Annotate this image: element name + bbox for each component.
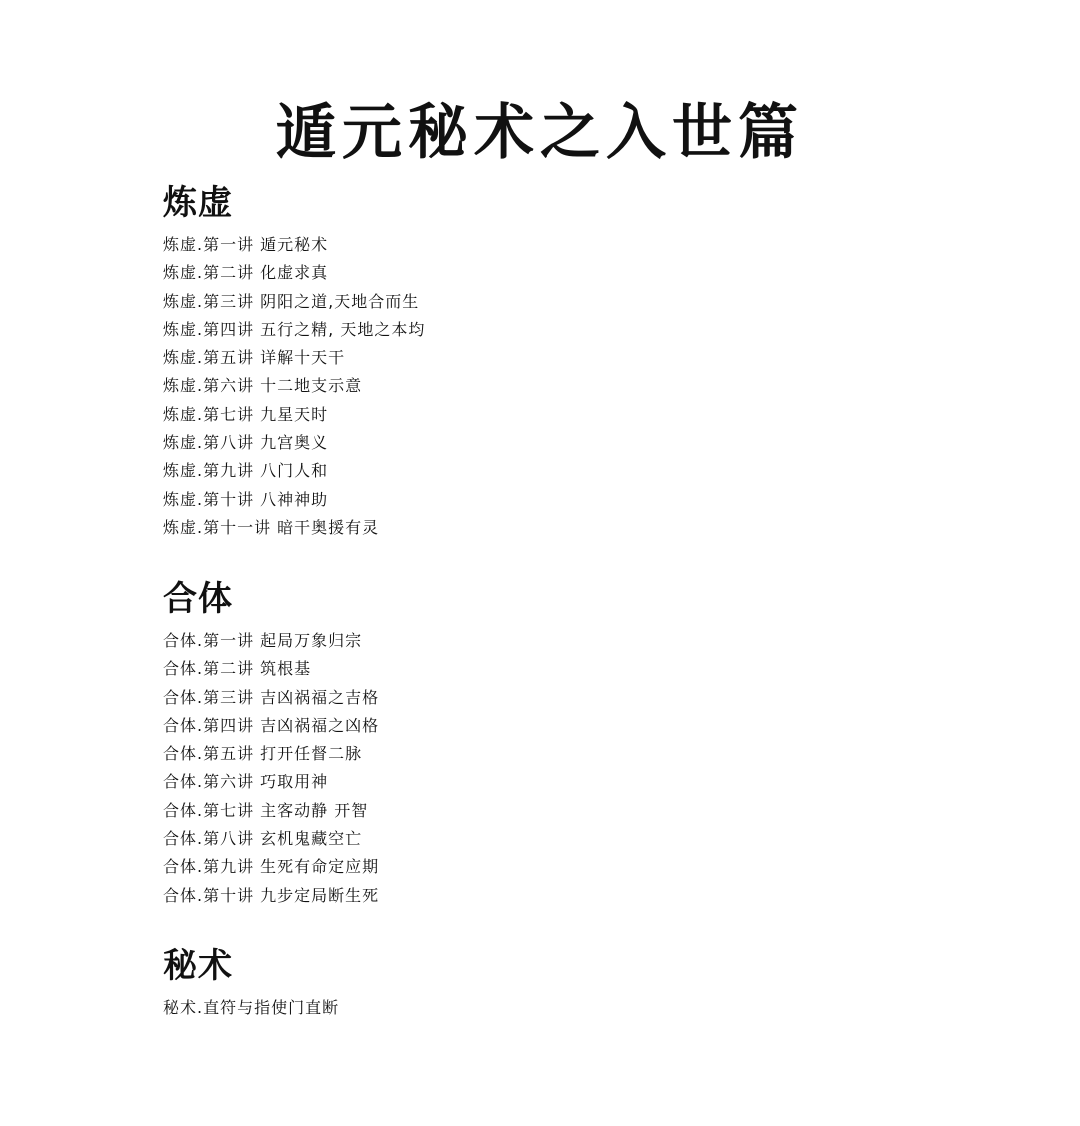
section-heti (163, 579, 379, 910)
lecture-item: 炼虚.第八讲 九宫奥义 (163, 433, 329, 453)
lecture-item: 合体.第一讲 起局万象归宗 (163, 631, 363, 650)
lecture-item: 炼虚.第四讲 五行之精, 天地之本均 (163, 319, 426, 339)
lecture-item: 秘术.直符与指使门直断 (163, 998, 340, 1017)
section-lianxu (163, 183, 425, 542)
lecture-item: 合体.第八讲 玄机鬼藏空亡 (163, 829, 363, 849)
lecture-item: 炼虚.第十一讲 暗干奥援有灵 (163, 517, 380, 537)
lecture-item: 炼虚.第三讲 阴阳之道,天地合而生 (163, 291, 420, 311)
lecture-list (163, 994, 339, 1022)
lecture-item: 炼虚.第五讲 详解十天干 (163, 348, 346, 368)
lecture-item: 合体.第七讲 主客动静 开智 (163, 800, 369, 820)
lecture-list (163, 627, 379, 910)
lecture-item: 炼虚.第六讲 十二地支示意 (163, 376, 363, 396)
lecture-item: 合体.第二讲 筑根基 (163, 659, 312, 679)
section-heading: 合体 (163, 579, 233, 619)
lecture-item: 炼虚.第七讲 九星天时 (163, 404, 329, 424)
lecture-item: 炼虚.第二讲 化虚求真 (163, 263, 329, 283)
section-heading: 炼虚 (163, 183, 233, 223)
lecture-item: 炼虚.第一讲 遁元秘术 (163, 235, 329, 254)
lecture-item: 合体.第四讲 吉凶祸福之凶格 (163, 715, 380, 735)
lecture-item: 合体.第十讲 九步定局断生死 (163, 885, 380, 905)
section-heading: 秘术 (163, 946, 233, 986)
lecture-item: 炼虚.第十讲 八神神助 (163, 489, 329, 509)
section-mishu (163, 946, 339, 1022)
page-title: 遁元秘术之入世篇 (276, 98, 804, 168)
lecture-item: 合体.第五讲 打开任督二脉 (163, 744, 363, 764)
lecture-item: 合体.第三讲 吉凶祸福之吉格 (163, 687, 380, 707)
lecture-item: 合体.第六讲 巧取用神 (163, 772, 329, 792)
lecture-item: 炼虚.第九讲 八门人和 (163, 461, 329, 481)
lecture-item: 合体.第九讲 生死有命定应期 (163, 857, 380, 877)
lecture-list (163, 231, 425, 542)
